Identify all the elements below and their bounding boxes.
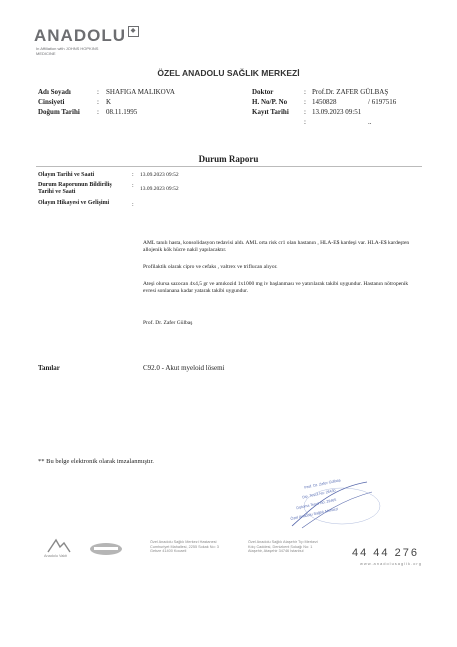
notify-label-line1: Durum Raporunun Bildiriliş bbox=[38, 182, 112, 188]
report-paragraph-3: Ateşi olursa sazocan 4x4,5 gr ve amıkozid 1x1000 mg iv başlanması ve yatırılarak takibi uygundur. Hastanın nötropenik evresi sonlanana kadar yatarak takibi uygundur. bbox=[143, 281, 409, 294]
notify-date: 13.09.2023 09:52 bbox=[140, 186, 179, 192]
dob-value: 08.11.1995 bbox=[106, 108, 138, 116]
dots: .. bbox=[368, 118, 372, 126]
colon: : bbox=[132, 183, 134, 189]
logo-brand: ANADOLU bbox=[34, 26, 126, 45]
divider bbox=[36, 166, 422, 167]
registration-date: 13.09.2023 09:51 bbox=[312, 108, 362, 116]
colon: : bbox=[97, 98, 99, 106]
doctor-name: Prof.Dr. ZAFER GÜLBAŞ bbox=[312, 88, 389, 96]
esign-note: ** Bu belge elektronik olarak imzalanmıştır. bbox=[38, 458, 154, 465]
website-url: www.anadolusaglik.org bbox=[360, 561, 422, 566]
protocol-label: H. No/P. No bbox=[252, 98, 288, 106]
partner-logo-icon bbox=[88, 540, 124, 558]
colon: : bbox=[132, 172, 134, 178]
footer-address-1 bbox=[150, 540, 230, 554]
hospital-name: ÖZEL ANADOLU SAĞLIK MERKEZİ bbox=[157, 68, 300, 78]
gender-value: K bbox=[106, 98, 112, 106]
notify-label-line2: Tarihi ve Saati bbox=[38, 189, 76, 195]
doctor-label: Doktor bbox=[252, 88, 274, 96]
diagnosis-value: C92.0 - Akut myeloid lösemi bbox=[143, 364, 225, 372]
address-1-title: Özel Anadolu Sağlık Merkezi Hastanesi bbox=[150, 540, 217, 544]
address-2-line-1: Kılıç Caddesi, Denizkent Sokağı No: 1 bbox=[248, 544, 313, 549]
colon: : bbox=[304, 118, 306, 126]
event-date-label: Olayın Tarihi ve Saati bbox=[38, 172, 95, 178]
colon: : bbox=[304, 108, 306, 116]
address-2-title: Özel Anadolu Sağlık Ataşehir Tıp Merkezi bbox=[248, 540, 318, 544]
gender-label: Cinsiyeti bbox=[38, 98, 65, 106]
report-signature: Prof. Dr. Zafer Gülbaş bbox=[143, 320, 193, 326]
patient-name-label: Adı Soyadı bbox=[38, 88, 71, 96]
address-1-line-1: Cumhuriyet Mahallesi, 2255 Sokak No: 3 bbox=[150, 544, 219, 549]
anadolu-vakfi-logo bbox=[44, 538, 74, 560]
stamp-line-4: Özel Anadolu Sağlık Merkezi bbox=[290, 506, 339, 522]
logo-mark-icon: ◆ bbox=[128, 26, 139, 37]
logo-affiliation: In Affiliation with JOHNS HOPKINS MEDICINE bbox=[36, 46, 99, 56]
doctor-stamp bbox=[272, 478, 392, 538]
event-date: 13.09.2023 09:52 bbox=[140, 172, 179, 178]
colon: : bbox=[97, 88, 99, 96]
contact-phone: 44 44 276 bbox=[352, 547, 419, 559]
address-1-line-2: Gebze 41400 Kocaeli bbox=[150, 549, 187, 554]
stamp-line-1: Prof. Dr. Zafer Gülbaş bbox=[303, 478, 341, 490]
colon: : bbox=[304, 98, 306, 106]
footer-address-2 bbox=[248, 540, 338, 554]
history-label: Olayın Hikayesi ve Gelişimi bbox=[38, 200, 110, 206]
colon: : bbox=[97, 108, 99, 116]
dob-label: Doğum Tarihi bbox=[38, 108, 80, 116]
p-no: / 6197516 bbox=[368, 98, 397, 106]
h-no: 1450828 bbox=[312, 98, 337, 106]
report-paragraph-1: AML tanılı hasta, konsolidasyon tedavisi aldı. AML orta risk cr1 olan hastanın , HLA-E$ kardeşi var. HLA-E$ kardeşten allojenik kök hücre nakil yapılacaktır. bbox=[143, 240, 410, 253]
colon: : bbox=[304, 88, 306, 96]
anadolu-logo bbox=[34, 26, 139, 46]
report-paragraph-2: Profilaktik olarak cipro ve cefaks , valtrex ve triflucan alıyor. bbox=[143, 264, 278, 270]
diagnosis-label: Tanılar bbox=[38, 364, 60, 372]
patient-name: SHAFIGA MALIKOVA bbox=[106, 88, 175, 96]
stamp-line-2: Dip. Tescil No: 28430 bbox=[301, 488, 336, 500]
anadolu-vakfi-label: Anadolu Vakfı bbox=[44, 554, 68, 558]
stamp-line-3: Diploma Tescil No: 29465 bbox=[296, 497, 337, 511]
colon: : bbox=[132, 202, 134, 208]
address-2-line-2: Ataşehir, Ataşehir 34746 İstanbul bbox=[248, 549, 304, 554]
registration-label: Kayıt Tarihi bbox=[252, 108, 289, 116]
report-title: Durum Raporu bbox=[198, 154, 259, 164]
